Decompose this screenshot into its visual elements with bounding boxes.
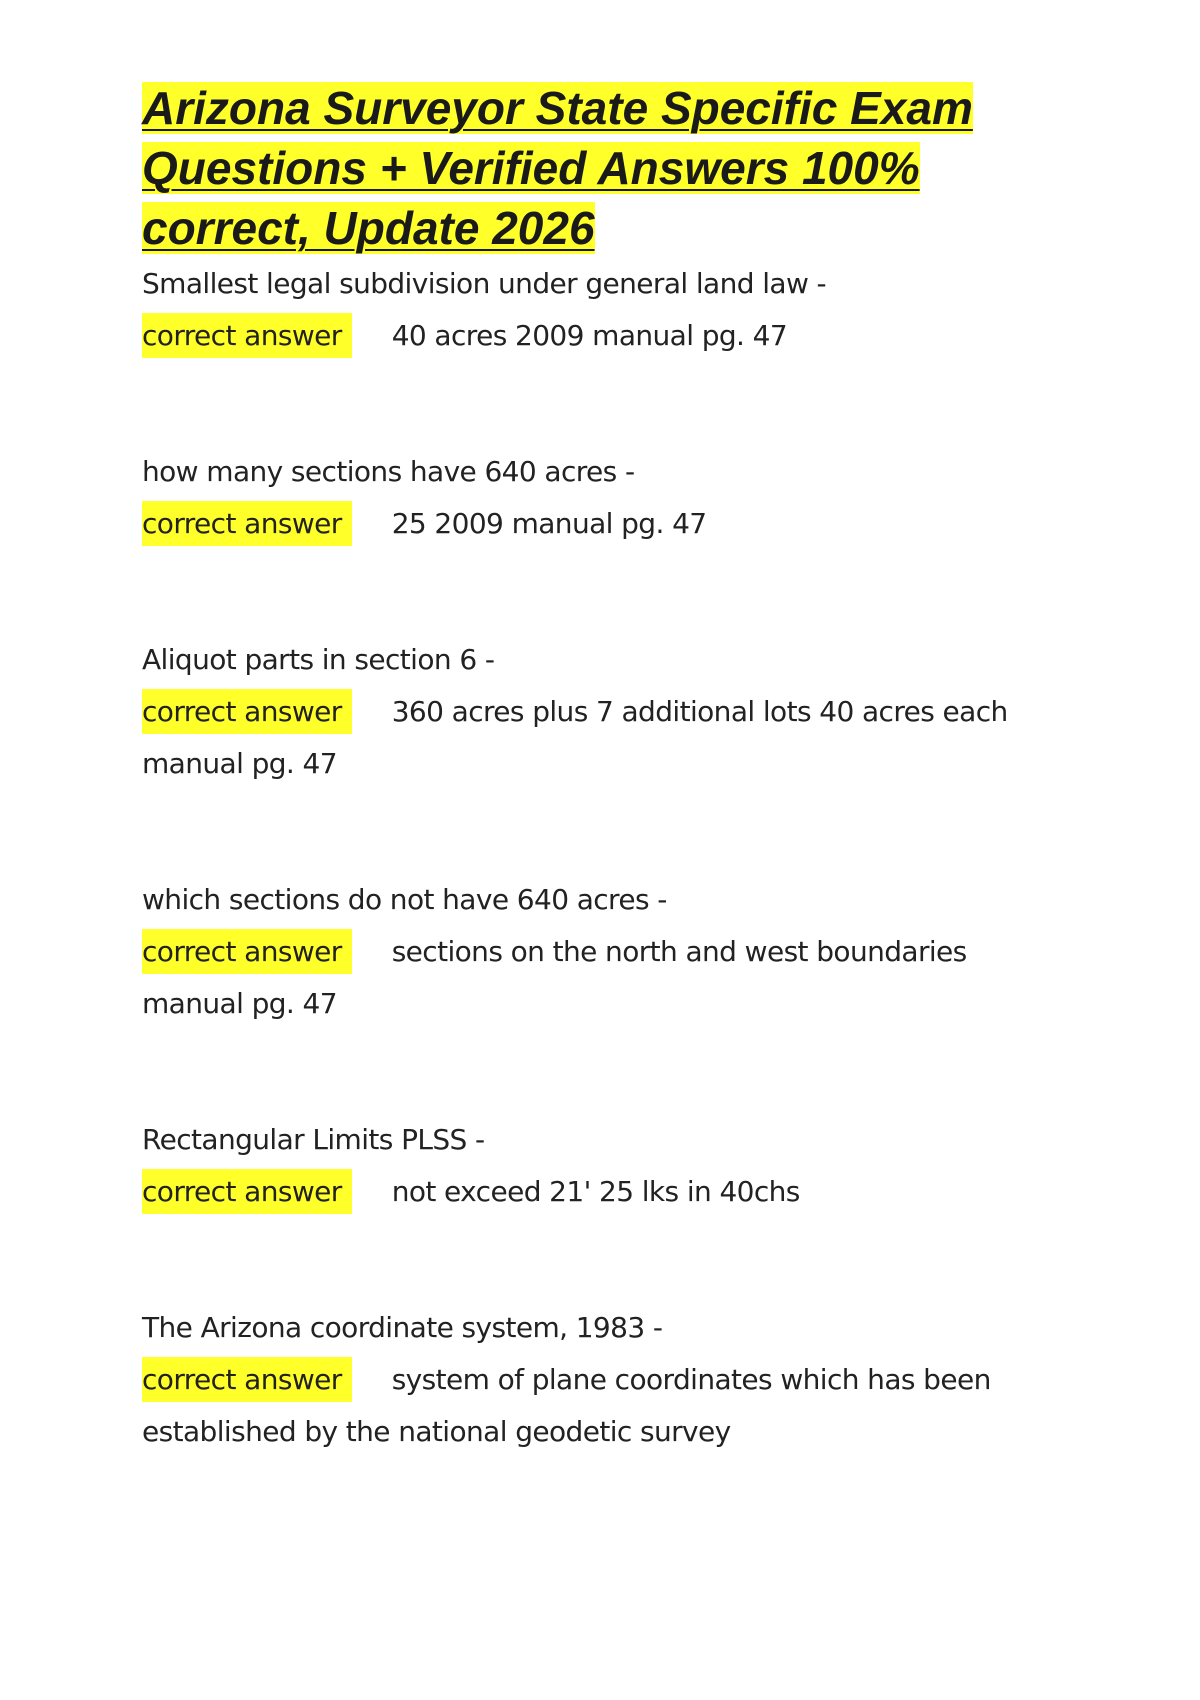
qa-item xyxy=(142,258,1022,362)
answer-line xyxy=(142,498,1022,550)
qa-item xyxy=(142,634,1022,790)
question-text: Rectangular Limits PLSS - xyxy=(142,1123,485,1156)
answer-line xyxy=(142,310,1022,362)
qa-item xyxy=(142,446,1022,550)
answer-line xyxy=(142,926,1022,1030)
question-text: which sections do not have 640 acres - xyxy=(142,883,667,916)
answer-label: correct answer xyxy=(142,501,352,546)
answer-label: correct answer xyxy=(142,1169,352,1214)
answer-label: correct answer xyxy=(142,929,352,974)
answer-label: correct answer xyxy=(142,313,352,358)
answer-text: system of plane coordinates which has been established by the national geodetic survey xyxy=(142,1363,991,1448)
answer-text: sections on the north and west boundaries manual pg. 47 xyxy=(142,935,967,1020)
document-title xyxy=(142,78,1022,258)
answer-line xyxy=(142,686,1022,790)
qa-item xyxy=(142,1302,1022,1458)
answer-label: correct answer xyxy=(142,689,352,734)
answer-text: 40 acres 2009 manual pg. 47 xyxy=(391,319,788,352)
answer-line xyxy=(142,1354,1022,1458)
question-text: The Arizona coordinate system, 1983 - xyxy=(142,1311,663,1344)
title-highlight: Arizona Surveyor State Specific Exam Questions + Verified Answers 100% correct, Update 2026 xyxy=(142,82,973,254)
qa-item xyxy=(142,874,1022,1030)
question-text: Smallest legal subdivision under general land law - xyxy=(142,267,827,300)
answer-text: 25 2009 manual pg. 47 xyxy=(391,507,707,540)
answer-text: not exceed 21' 25 lks in 40chs xyxy=(391,1175,800,1208)
document-page xyxy=(142,78,1022,1458)
question-text: how many sections have 640 acres - xyxy=(142,455,635,488)
answer-label: correct answer xyxy=(142,1357,352,1402)
answer-text: 360 acres plus 7 additional lots 40 acres each manual pg. 47 xyxy=(142,695,1008,780)
answer-line xyxy=(142,1166,1022,1218)
qa-item xyxy=(142,1114,1022,1218)
question-text: Aliquot parts in section 6 - xyxy=(142,643,495,676)
